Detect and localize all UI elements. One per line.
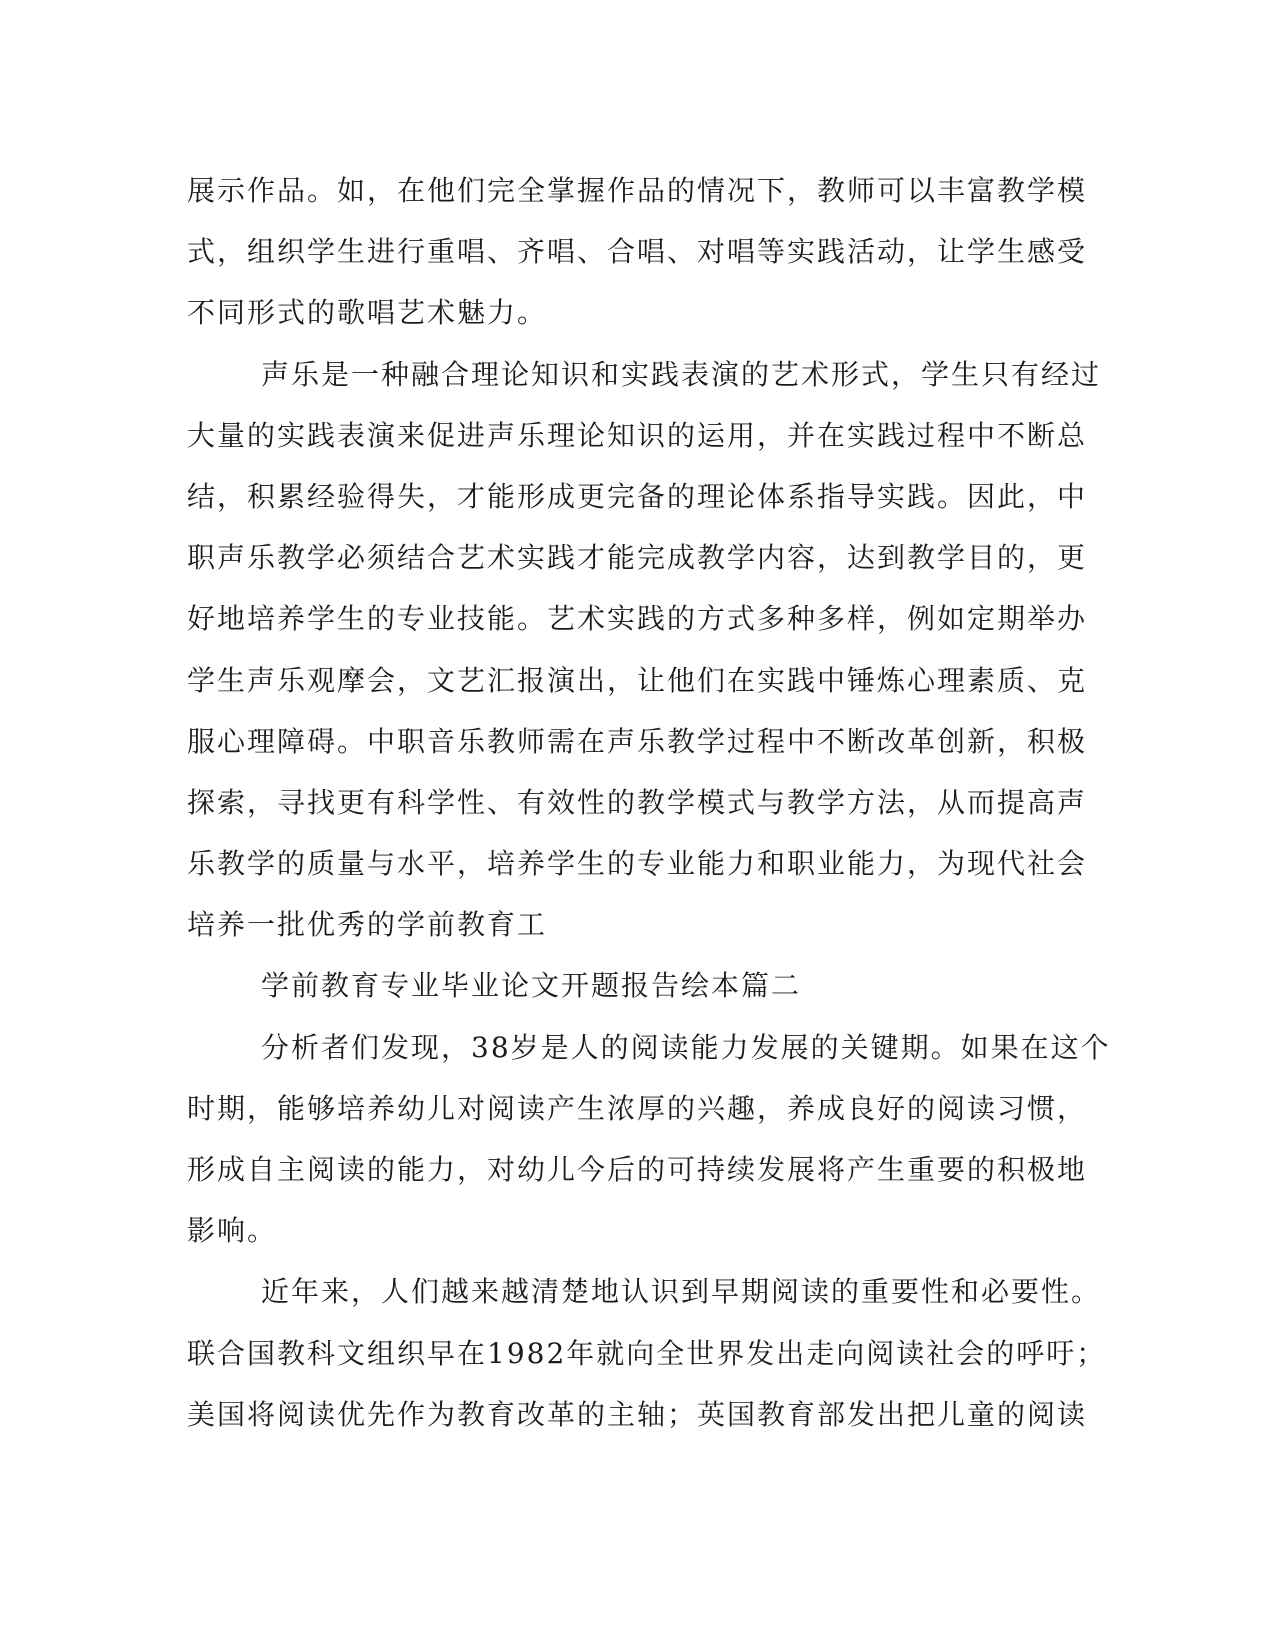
- text-line: 服心理障碍。中职音乐教师需在声乐教学过程中不断改革创新，积极: [187, 724, 1088, 758]
- text-line: 影响。: [187, 1214, 278, 1248]
- text-line: 大量的实践表演来促进声乐理论知识的运用，并在实践过程中不断总: [187, 418, 1088, 452]
- text-line: 不同形式的歌唱艺术魅力。: [187, 296, 548, 330]
- section-heading: 学前教育专业毕业论文开题报告绘本篇二: [261, 969, 802, 1003]
- document-body: [187, 160, 1111, 1445]
- paragraph-start-line: 分析者们发现，38岁是人的阅读能力发展的关键期。如果在这个: [261, 1030, 1111, 1064]
- text-line: 形成自主阅读的能力，对幼儿今后的可持续发展将产生重要的积极地: [187, 1153, 1088, 1186]
- text-line: 培养一批优秀的学前教育工: [187, 908, 548, 942]
- text-line: 乐教学的质量与水平，培养学生的专业能力和职业能力，为现代社会: [187, 847, 1088, 881]
- text-line: 学生声乐观摩会，文艺汇报演出，让他们在实践中锤炼心理素质、克: [187, 663, 1088, 697]
- text-line: 展示作品。如，在他们完全掌握作品的情况下，教师可以丰富教学模: [187, 174, 1088, 207]
- text-line: 结，积累经验得失，才能形成更完备的理论体系指导实践。因此，中: [187, 479, 1088, 513]
- paragraph-start-line: 声乐是一种融合理论知识和实践表演的艺术形式，学生只有经过: [261, 357, 1102, 391]
- text-line: 联合国教科文组织早在1982年就向全世界发出走向阅读社会的呼吁；: [187, 1336, 1107, 1370]
- text-line: 职声乐教学必须结合艺术实践才能完成教学内容，达到教学目的，更: [187, 541, 1088, 575]
- paragraph-start-line: 近年来，人们越来越清楚地认识到早期阅读的重要性和必要性。: [261, 1275, 1102, 1309]
- text-line: 好地培养学生的专业技能。艺术实践的方式多种多样，例如定期举办: [187, 602, 1088, 636]
- text-line: 时期，能够培养幼儿对阅读产生浓厚的兴趣，养成良好的阅读习惯，: [187, 1091, 1088, 1125]
- text-line: 探索，寻找更有科学性、有效性的教学模式与教学方法，从而提高声: [187, 785, 1088, 819]
- text-line: 美国将阅读优先作为教育改革的主轴；英国教育部发出把儿童的阅读: [187, 1397, 1088, 1431]
- text-line: 式，组织学生进行重唱、齐唱、合唱、对唱等实践活动，让学生感受: [187, 235, 1088, 269]
